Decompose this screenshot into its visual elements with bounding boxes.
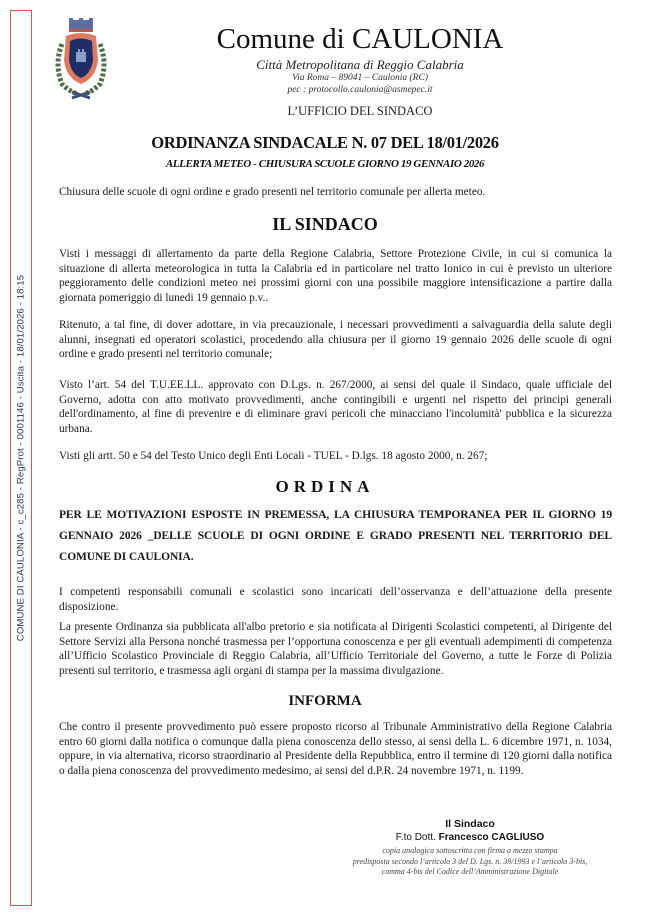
signature-note-line: comma 4-bis del Codice dell’Amministrazione Digitale	[381, 867, 559, 876]
municipality-title: Comune di CAULONIA	[216, 23, 504, 55]
premise-paragraph: Visti i messaggi di allertamento da parte della Regione Calabria, Settore Protezione Civile, in cui si comunica la situazione di allerta meteorologica in tutta la Calabria ed in particolare nel tratto Ionico in cui è previsto un ulteriore peggioramento delle condizioni meteo nei prossimi giorni con una possibile maggiore intensificazione a partire dalla giornata pomeriggio di lunedi 19 gennaio p.v..	[59, 248, 612, 304]
appeal-paragraph: Che contro il presente provvedimento può essere proposto ricorso al Tribunale Amministrativo della Regione Calabria entro 60 giorni dalla notifica o comunque dalla piena conoscenza dello stesso, ai sensi della L. 6 dicembre 1971, n. 1034, oppure, in via alternativa, ricorso straordinario al Presidente della Repubblica, entro il termine di 120 giorni dalla notifica o dalla piena conoscenza del provvedimento medesimo, ai sensi del d.P.R. 24 novembre 1971, n. 1199.	[59, 721, 612, 777]
signature-note	[300, 846, 640, 878]
coat-of-arms-icon	[52, 14, 110, 100]
signature-prefix: F.to Dott.	[395, 832, 439, 843]
premise-paragraph: Visto l’art. 54 del T.U.EE.LL. approvato con D.Lgs. n. 267/2000, ai sensi del quale il Sindaco, quale ufficiale del Governo, adotta con atto motivato provvedimenti, anche contingibili e urgenti nel rispetto dei principi generali dell'ordinamento, al fine di prevenire e di eliminare gravi pericoli che minacciano l'incolumità' pubblica e la sicurezza urbana.	[59, 379, 612, 435]
mayor-name: Francesco CAGLIUSO	[438, 832, 545, 843]
signature-role: Il Sindaco	[445, 818, 495, 830]
ordinance-summary: Chiusura delle scuole di ogni ordine e grado presenti nel territorio comunale per allerta meteo.	[59, 186, 486, 198]
signature-note-line: predisposta secondo l’articolo 3 del D. Lgs. n. 39/1993 e l’articolo 3-bis,	[352, 856, 588, 866]
heading-informa: INFORMA	[288, 693, 362, 709]
pec-email: pec : protocollo.caulonia@asmepec.it	[287, 85, 433, 95]
heading-il-sindaco: IL SINDACO	[272, 214, 378, 234]
order-paragraph: La presente Ordinanza sia pubblicata all'albo pretorio e sia notificata al Dirigenti Scolastici competenti, al Dirigente del Settore Servizi alla Persona nonché trasmessa per l’opportuna conoscenza e per gli eventuali adempimenti di competenza all’Ufficio Scolastico Provinciale di Reggio Calabria, all’Ufficio Territoriale del Governo, a tutte le Forze di Polizia presenti sul territorio, e trasmessa agli organi di stampa per la massima divulgazione.	[59, 621, 612, 677]
protocol-stamp-text: COMUNE DI CAULONIA - c_c285 - RegProt - 0001146 - Uscita - 18/01/2026 - 18:15	[15, 274, 27, 642]
office-name: L’UFFICIO DEL SINDACO	[287, 104, 433, 118]
ordinance-subject: ALLERTA METEO - CHIUSURA SCUOLE GIORNO 19 GENNAIO 2026	[165, 158, 485, 170]
address: Via Roma – 89041 – Caulonia (RC)	[292, 73, 428, 83]
order-paragraph: I competenti responsabili comunali e scolastici sono incaricati dell’osservanza e dell’attuazione della presente disposizione.	[59, 586, 612, 613]
heading-ordina: ORDINA	[275, 477, 375, 496]
signature-name	[380, 832, 560, 843]
signature-note-line: copia analogica sottoscritta con firma a mezzo stampa	[382, 846, 558, 855]
ordinance-title: ORDINANZA SINDACALE N. 07 DEL 18/01/2026	[151, 133, 499, 152]
premise-paragraph: Visti gli artt. 50 e 54 del Testo Unico degli Enti Locali - TUEL - D.lgs. 18 agosto 2000, n. 267;	[59, 450, 488, 462]
metropolitan-city: Città Metropolitana di Reggio Calabria	[256, 57, 464, 72]
premise-paragraph: Ritenuto, a tal fine, di dover adottare, in via precauzionale, i necessari provvedimenti a salvaguardia della salute degli alunni, insegnati ed operatori scolastici, procedendo alla chiusura per il giorno 19 gennaio 2026 delle scuole di ogni ordine e grado presenti nel territorio comunale;	[59, 319, 612, 361]
decree-text: PER LE MOTIVAZIONI ESPOSTE IN PREMESSA, LA CHIUSURA TEMPORANEA PER IL GIORNO 19 GENNAIO 2026 _DELLE SCUOLE DI OGNI ORDINE E GRADO PRESENTI NEL TERRITORIO DEL COMUNE DI CAULONIA.	[59, 509, 612, 563]
